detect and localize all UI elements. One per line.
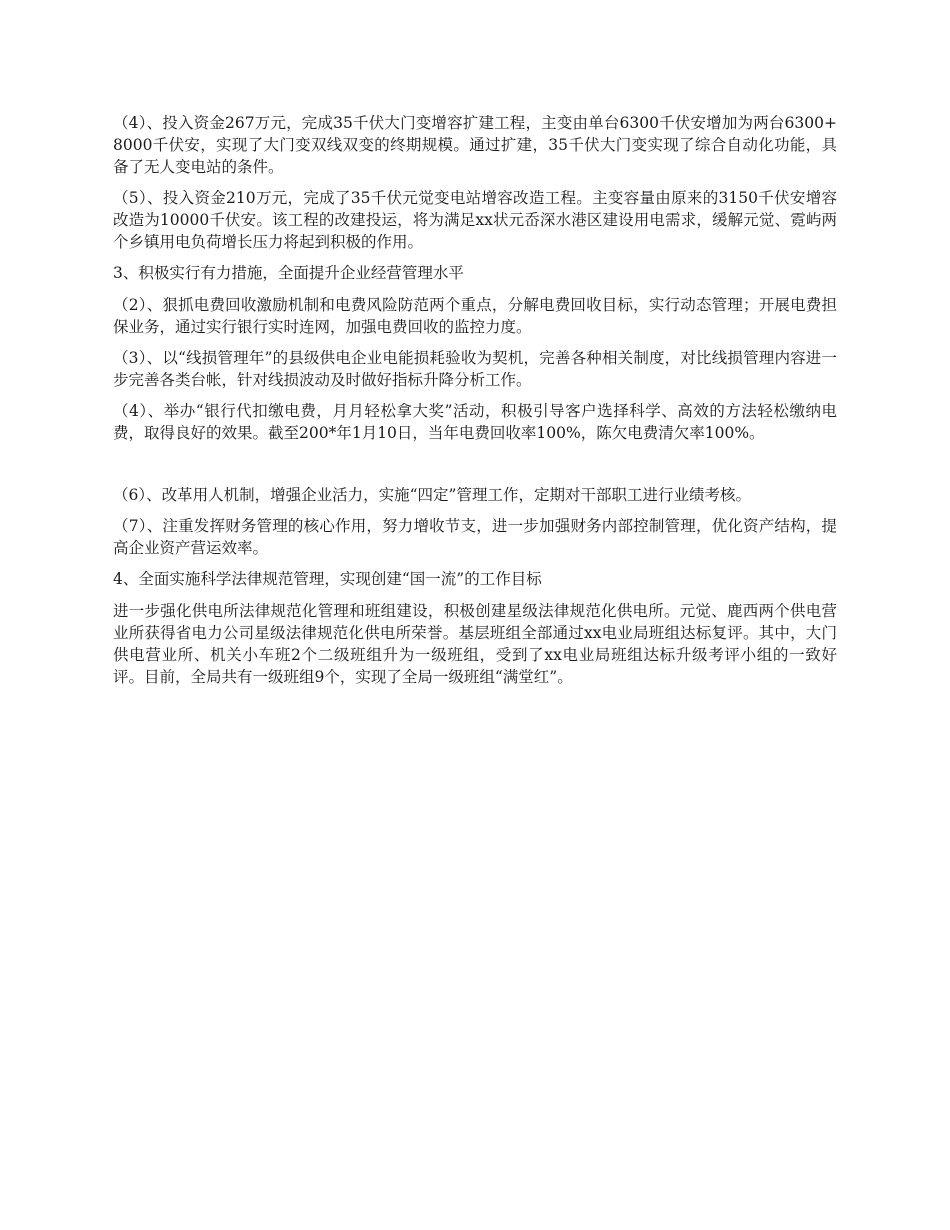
paragraph-investment-damen: （4）、投入资金267万元，完成35千伏大门变增容扩建工程，主变由单台6300千伏安增加为两台6300+8000千伏安，实现了大门变双线双变的终期规模。通过扩建，35千伏大门变实现了综合自动化功能，具备了无人变电站的条件。 xyxy=(113,114,837,176)
paragraph-investment-yuanjue: （5）、投入资金210万元，完成了35千伏元觉变电站增容改造工程。主变容量由原来的3150千伏安增容改造为10000千伏安。该工程的改建投运，将为满足xx状元岙深水港区建设用电需求，缓解元觉、霓屿两个乡镇用电负荷增长压力将起到积极的作用。 xyxy=(113,189,837,251)
section-heading-management: 3、积极实行有力措施，全面提升企业经营管理水平 xyxy=(113,264,464,282)
document-body xyxy=(113,112,837,697)
paragraph-bank-deduction: （4）、举办“银行代扣缴电费，月月轻松拿大奖”活动，积极引导客户选择科学、高效的方法轻松缴纳电费，取得良好的效果。截至200*年1月10日，当年电费回收率100%，陈欠电费清欠率100%。 xyxy=(113,402,837,442)
paragraph-line-loss: （3）、以“线损管理年”的县级供电企业电能损耗验收为契机，完善各种相关制度，对比线损管理内容进一步完善各类台帐，针对线损波动及时做好指标升降分析工作。 xyxy=(113,349,837,389)
section-heading-legal: 4、全面实施科学法律规范管理，实现创建“国一流”的工作目标 xyxy=(113,570,542,588)
paragraph-team-building: 进一步强化供电所法律规范化管理和班组建设，积极创建星级法律规范化供电所。元觉、鹿西两个供电营业所获得省电力公司星级法律规范化供电所荣誉。基层班组全部通过xx电业局班组达标复评。其中，大门供电营业所、机关小车班2个二级班组升为一级班组，受到了xx电业局班组达标升级考评小组的一致好评。目前，全局共有一级班组9个，实现了全局一级班组“满堂红”。 xyxy=(113,602,837,686)
paragraph-finance: （7）、注重发挥财务管理的核心作用，努力增收节支，进一步加强财务内部控制管理，优化资产结构，提高企业资产营运效率。 xyxy=(113,517,837,557)
paragraph-hr-reform: （6）、改革用人机制，增强企业活力，实施“四定”管理工作，定期对干部职工进行业绩考核。 xyxy=(113,486,751,504)
blank-gap xyxy=(113,453,837,484)
paragraph-fee-recovery: （2）、狠抓电费回收激励机制和电费风险防范两个重点，分解电费回收目标，实行动态管理；开展电费担保业务，通过实行银行实时连网，加强电费回收的监控力度。 xyxy=(113,296,837,336)
